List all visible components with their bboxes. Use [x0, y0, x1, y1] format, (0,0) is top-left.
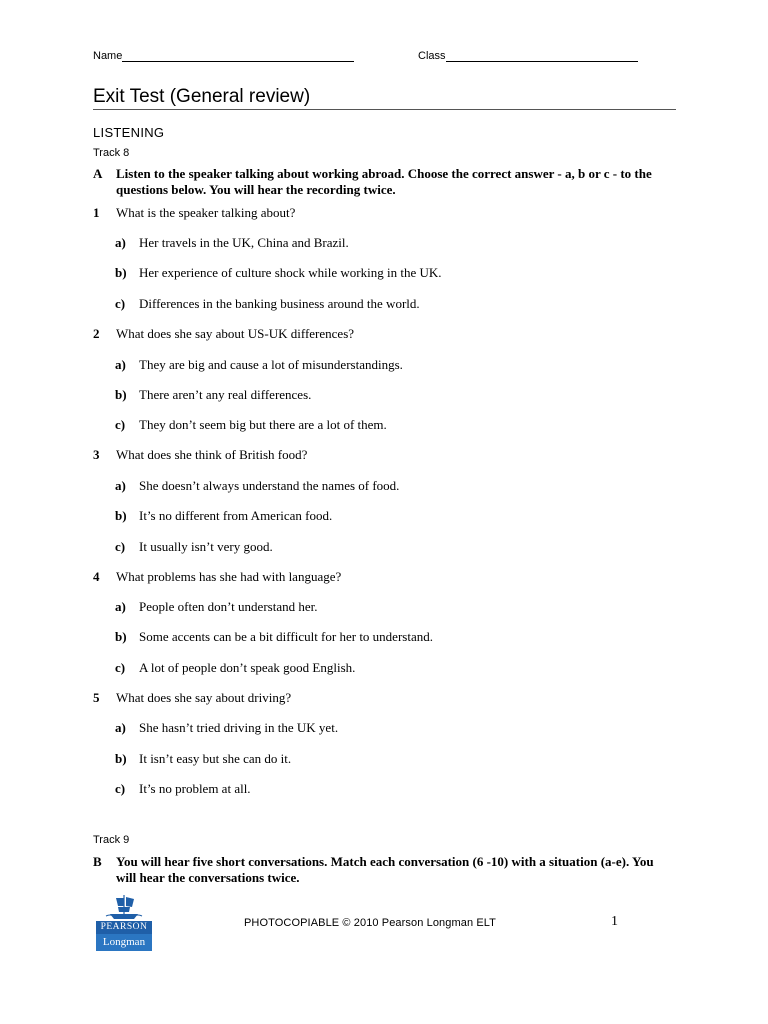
question-number: 5 [93, 690, 100, 705]
pearson-longman-logo [96, 894, 152, 952]
option-letter: a) [115, 478, 126, 493]
option-text: It’s no problem at all. [139, 781, 251, 796]
class-label: Class [418, 50, 446, 62]
question-text: What does she say about driving? [116, 690, 292, 705]
option-letter: c) [115, 781, 126, 796]
question-number: 3 [93, 447, 100, 462]
question-number: 1 [93, 205, 100, 220]
title-divider [93, 109, 676, 110]
name-blank-line [122, 50, 354, 62]
option-text: It usually isn’t very good. [139, 539, 273, 554]
option-letter: b) [115, 751, 127, 766]
option-letter: a) [115, 599, 126, 614]
logo-line-1: PEARSON [96, 921, 152, 934]
track-label-b: Track 9 [93, 834, 130, 846]
option-letter: c) [115, 417, 126, 432]
page-number: 1 [611, 914, 618, 929]
option-letter: b) [115, 387, 127, 402]
option-letter: b) [115, 508, 127, 523]
option-text: It isn’t easy but she can do it. [139, 751, 292, 766]
option-text: Her experience of culture shock while working in the UK. [139, 265, 442, 280]
option-text: She hasn’t tried driving in the UK yet. [139, 720, 339, 735]
name-label: Name [93, 50, 123, 62]
instruction-letter-b: B [93, 854, 102, 869]
option-text: She doesn’t always understand the names of food. [139, 478, 400, 493]
option-text: There aren’t any real differences. [139, 387, 312, 402]
logo-line-2: Longman [96, 934, 152, 951]
option-letter: b) [115, 629, 127, 644]
question-text: What does she think of British food? [116, 447, 308, 462]
name-field-row [93, 50, 354, 62]
option-letter: b) [115, 265, 127, 280]
instruction-text-b: You will hear five short conversations. Match each conversation (6 -10) with a situation (a-e). You will hear the conversations twice. [116, 854, 654, 885]
class-blank-line [446, 50, 638, 62]
option-text: It’s no different from American food. [139, 508, 333, 523]
instruction-text-a: Listen to the speaker talking about working abroad. Choose the correct answer - a, b or c - to the questions below. You will hear the recording twice. [116, 166, 652, 197]
ship-icon [96, 894, 152, 920]
option-text: A lot of people don’t speak good English. [139, 660, 356, 675]
class-field-row [418, 50, 638, 62]
option-text: They are big and cause a lot of misunderstandings. [139, 357, 403, 372]
option-letter: a) [115, 235, 126, 250]
question-number: 4 [93, 569, 100, 584]
copyright-text: PHOTOCOPIABLE © 2010 Pearson Longman ELT [244, 917, 496, 929]
option-text: Some accents can be a bit difficult for her to understand. [139, 629, 433, 644]
option-letter: c) [115, 296, 126, 311]
instruction-b [93, 854, 673, 886]
question-text: What does she say about US-UK differences? [116, 326, 355, 341]
instruction-letter-a: A [93, 166, 103, 181]
section-heading: LISTENING [93, 125, 165, 140]
option-letter: a) [115, 357, 126, 372]
option-letter: c) [115, 660, 126, 675]
track-label-a: Track 8 [93, 147, 130, 159]
option-text: Her travels in the UK, China and Brazil. [139, 235, 349, 250]
option-text: They don’t seem big but there are a lot of them. [139, 417, 387, 432]
option-text: People often don’t understand her. [139, 599, 318, 614]
option-text: Differences in the banking business around the world. [139, 296, 420, 311]
question-text: What is the speaker talking about? [116, 205, 296, 220]
question-number: 2 [93, 326, 100, 341]
page-title: Exit Test (General review) [93, 86, 311, 107]
option-letter: a) [115, 720, 126, 735]
instruction-a [93, 166, 673, 198]
option-letter: c) [115, 539, 126, 554]
question-text: What problems has she had with language? [116, 569, 342, 584]
